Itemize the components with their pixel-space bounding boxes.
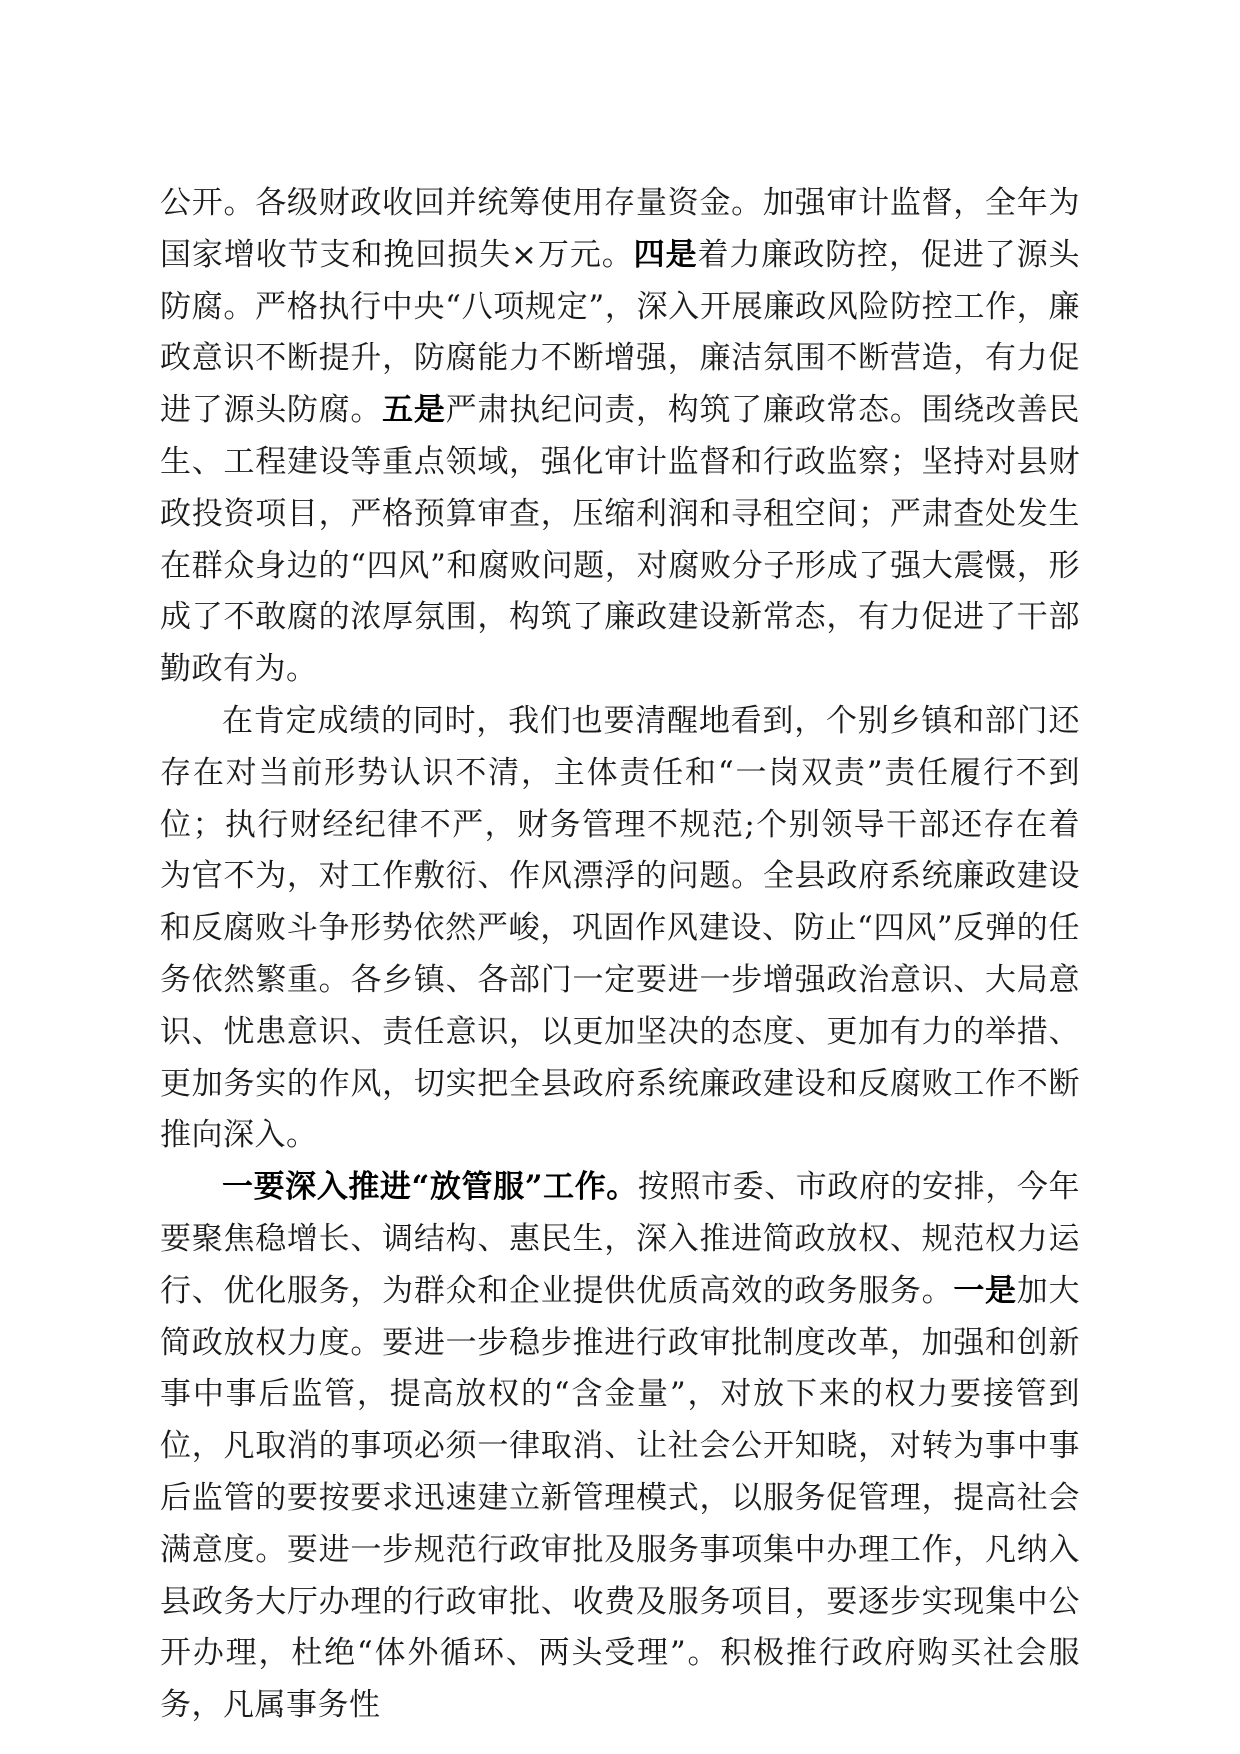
heading-phrase-si-shi: 四是	[633, 236, 698, 273]
paragraph-3-text-1: 按照市委、市政府的安排，今年要聚焦稳增长、调结构、惠民生，深入推进简政放权、规范权力运行、优化服务，为群众和企业提供优质高效的政务服务。	[160, 1169, 1080, 1309]
paragraph-3	[160, 1162, 1080, 1732]
paragraph-2-text: 在肯定成绩的同时，我们也要清醒地看到，个别乡镇和部门还存在对当前形势认识不清，主体责任和“一岗双责”责任履行不到位；执行财经纪律不严，财务管理不规范;个别领导干部还存在着为官不为，对工作敷衍、作风漂浮的问题。全县政府系统廉政建设和反腐败斗争形势依然严峻，巩固作风建设、防止“四风”反弹的任务依然繁重。各乡镇、各部门一定要进一步增强政治意识、大局意识、忧患意识、责任意识，以更加坚决的态度、更加有力的举措、更加务实的作风，切实把全县政府系统廉政建设和反腐败工作不断推向深入。	[160, 702, 1080, 1154]
heading-phrase-wu-shi: 五是	[382, 392, 446, 429]
paragraph-1	[160, 178, 1080, 696]
paragraph-2	[160, 696, 1080, 1162]
section-heading-fangguanfu: 一要深入推进“放管服”工作。	[222, 1169, 638, 1206]
paragraph-1-text-1: 公开。各级财政收回并统筹使用存量资金。加强审计监督，全年为国家增收节支和挽回损失×万元。	[160, 185, 1080, 273]
heading-phrase-yi-shi: 一是	[953, 1272, 1017, 1309]
paragraph-1-text-3: 严肃执纪问责，构筑了廉政常态。围绕改善民生、工程建设等重点领域，强化审计监督和行政监察；坚持对县财政投资项目，严格预算审查，压缩利润和寻租空间；严肃查处发生在群众身边的“四风”和腐败问题，对腐败分子形成了强大震慑，形成了不敢腐的浓厚氛围，构筑了廉政建设新常态，有力促进了干部勤政有为。	[160, 392, 1081, 688]
document-body	[160, 178, 1080, 1732]
paragraph-3-text-2: 加大简政放权力度。要进一步稳步推进行政审批制度改革，加强和创新事中事后监管，提高放权的“含金量”，对放下来的权力要接管到位，凡取消的事项必须一律取消、让社会公开知晓，对转为事中事后监管的要按要求迅速建立新管理模式，以服务促管理，提高社会满意度。要进一步规范行政审批及服务事项集中办理工作，凡纳入县政务大厅办理的行政审批、收费及服务项目，要逐步实现集中公开办理，杜绝“体外循环、两头受理”。积极推行政府购买社会服务，凡属事务性	[160, 1272, 1081, 1724]
paragraph-1-text-2: 着力廉政防控，促进了源头防腐。严格执行中央“八项规定”，深入开展廉政风险防控工作，廉政意识不断提升，防腐能力不断增强，廉洁氛围不断营造，有力促进了源头防腐。	[160, 236, 1081, 429]
